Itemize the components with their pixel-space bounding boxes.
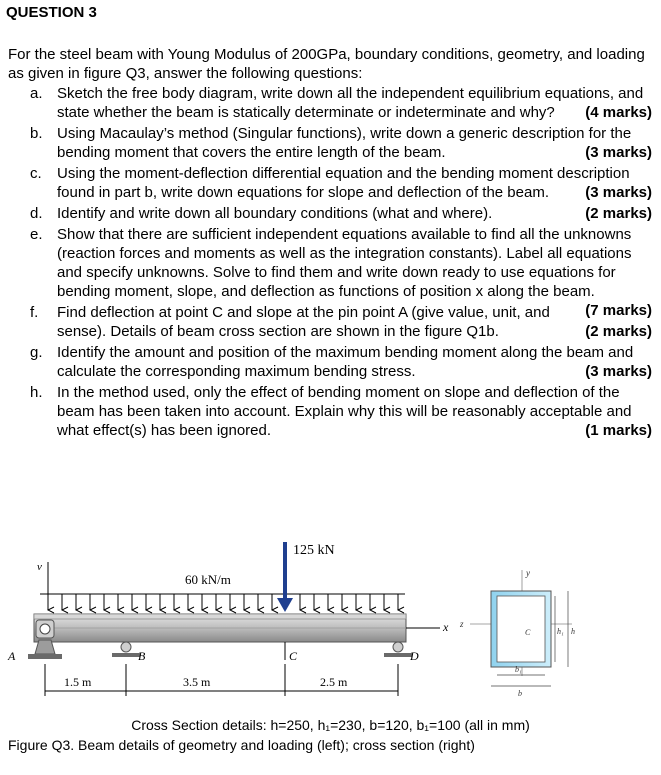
marks-label: (3 marks) [585, 184, 652, 201]
cs-b-label: b [518, 689, 522, 698]
cs-c-label: C [525, 628, 531, 637]
point-d-label: D [410, 649, 419, 663]
roller-support-b [121, 642, 131, 652]
question-text: In the method used, only the effect of bending moment on slope and deflection of the beam has been taken into account. Explain why this will be reasonably acceptable and what effect(s) has been ignored. [57, 384, 632, 439]
x-axis-label: x [443, 620, 449, 634]
point-a-label: A [8, 649, 16, 663]
udl-arrows [48, 594, 398, 610]
marks-label: (7 marks) [585, 302, 652, 319]
marks-label: (2 marks) [585, 205, 652, 222]
question-text: Using Macaulay’s method (Singular functions), write down a generic description for the bending moment that covers the entire length of the beam. [57, 125, 632, 161]
beam-figure [0, 536, 661, 716]
cross-section-caption: Cross Section details: h=250, h₁=230, b=120, b₁=100 (all in mm) [131, 717, 530, 733]
cs-z-label: z [460, 619, 464, 629]
question-intro: For the steel beam with Young Modulus of 200GPa, boundary conditions, geometry, and loading as given in figure Q3, answer the following questions: [8, 46, 645, 82]
marks-label: (4 marks) [585, 104, 652, 121]
question-list [30, 84, 652, 442]
marks-label: (3 marks) [585, 363, 652, 380]
question-heading: QUESTION 3 [6, 4, 97, 21]
question-e: e. Show that there are sufficient independent equations available to find all the unknowns (reaction forces and moments as well as the integration constants). Label all equations and specify unknowns. Solve to find them and write down ready to use equations for bending moment, slope, and deflection as functions of position x along the beam. (7 marks) [30, 226, 652, 319]
cs-h-label: h [571, 627, 575, 636]
cs-h1-label: h₁ [557, 627, 564, 636]
roller-support-d [393, 642, 403, 652]
point-load-label: 125 kN [293, 543, 335, 558]
beam-flange-top [34, 614, 406, 619]
dim-bc-label: 3.5 m [183, 675, 211, 689]
v-axis-label: v [37, 561, 42, 573]
cross-section-drawing [459, 568, 575, 698]
question-h: h. In the method used, only the effect of bending moment on slope and deflection of the beam has been taken into account. Explain why this will be reasonably acceptable and what effect(s) has been ignored. (1 marks) [30, 384, 652, 439]
question-d: d. Identify and write down all boundary conditions (what and where). (2 marks) [30, 205, 652, 222]
marks-label: (3 marks) [585, 144, 652, 161]
question-text: Identify and write down all boundary conditions (what and where). [57, 205, 493, 222]
question-text: Find deflection at point C and slope at the pin point A (give value, unit, and sense). Details of beam cross section are shown in the figure Q1b. [57, 304, 550, 340]
question-f: f. Find deflection at point C and slope at the pin point A (give value, unit, and sense). Details of beam cross section are shown in the figure Q1b. (2 marks) [30, 304, 652, 340]
question-text: Identify the amount and position of the maximum bending moment along the beam and calculate the corresponding maximum bending stress. [57, 344, 634, 380]
question-text: Sketch the free body diagram, write down all the independent equilibrium equations, and state whether the beam is statically determinate or indeterminate and why? [57, 85, 644, 121]
dim-cd-label: 2.5 m [320, 675, 348, 689]
point-load-arrowhead [277, 598, 293, 612]
cs-y-label: y [526, 568, 530, 578]
udl-label: 60 kN/m [185, 572, 231, 587]
dim-ab-label: 1.5 m [64, 675, 92, 689]
question-g: g. Identify the amount and position of the maximum bending moment along the beam and calculate the corresponding maximum bending stress. (3 marks) [30, 344, 652, 380]
question-b: b. Using Macaulay’s method (Singular functions), write down a generic description for the bending moment that covers the entire length of the beam. (3 marks) [30, 125, 652, 161]
marks-label: (1 marks) [585, 422, 652, 439]
point-c-label: C [289, 649, 298, 663]
question-a: a. Sketch the free body diagram, write down all the independent equilibrium equations, and state whether the beam is statically determinate or indeterminate and why? (4 marks) [30, 85, 652, 121]
marks-label: (2 marks) [585, 323, 652, 340]
question-c: c. Using the moment-deflection differential equation and the bending moment description found in part b, write down equations for slope and deflection of the beam. (3 marks) [30, 165, 652, 201]
question-text: Show that there are sufficient independent equations available to find all the unknowns (reaction forces and moments as well as the integration constants). Label all equations and specify unknowns. Solve to find them and write down ready to use equations for bending moment, slope, and deflection as functions of position x along the beam. [57, 226, 632, 300]
figure-caption: Figure Q3. Beam details of geometry and loading (left); cross section (right) [8, 737, 475, 753]
cs-inner [497, 596, 545, 662]
cs-b1-label: b₁ [515, 665, 522, 674]
question-text: Using the moment-deflection differential equation and the bending moment description found in part b, write down equations for slope and deflection of the beam. [57, 165, 630, 201]
point-b-label: B [138, 649, 146, 663]
